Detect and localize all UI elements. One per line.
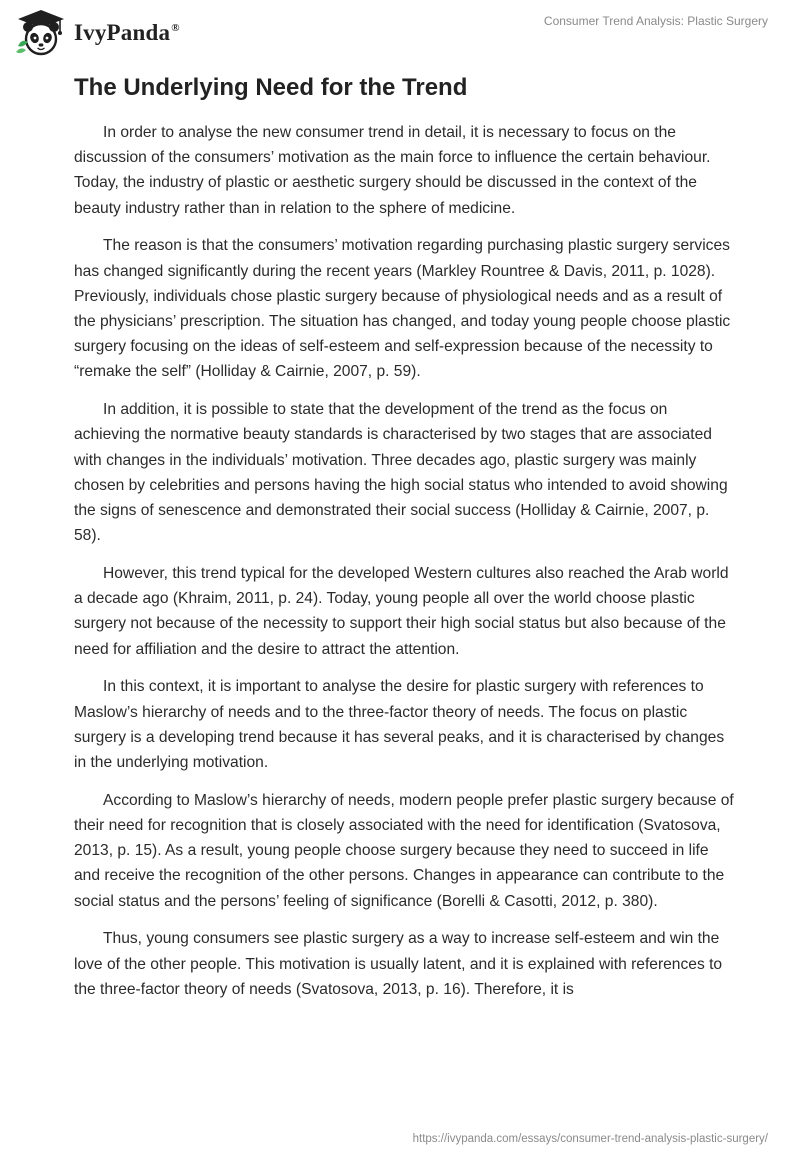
paragraph: In addition, it is possible to state that the development of the trend as the focus on achieving the normative beauty standards is characterised by two stages that are associated with changes in the individuals’ motivation. Three decades ago, plastic surgery was mainly chosen by celebrities and persons having the high social status who intended to avoid showing the signs of senescence and demonstrated their social success (Holliday & Cairnie, 2007, p. 58).: [74, 401, 728, 545]
logo-text: IvyPanda®: [74, 20, 180, 45]
page-header: [0, 0, 800, 70]
paragraph: In order to analyse the new consumer trend in detail, it is necessary to focus on the discussion of the consumers’ motivation as the main force to influence the certain behaviour. Today, the industry of plastic or aesthetic surgery should be discussed in the context of the beauty industry rather than in relation to the sphere of medicine.: [74, 124, 711, 217]
ivypanda-logo[interactable]: [14, 8, 180, 58]
paragraph: In this context, it is important to analyse the desire for plastic surgery with references to Maslow’s hierarchy of needs and to the three-factor theory of needs. The focus on plastic surgery is a developing trend because it has several peaks, and it is characterised by changes in the underlying motivation.: [74, 678, 725, 772]
essay-body: [74, 73, 734, 1015]
panda-graduate-icon: [14, 8, 68, 58]
section-heading: The Underlying Need for the Trend: [74, 74, 468, 101]
paragraph: According to Maslow’s hierarchy of needs, modern people prefer plastic surgery because of their need for recognition that is closely associated with the need for identification (Svatosova, 2013, p. 15). As a result, young people choose surgery because they need to succeed in life and receive the recognition of the other persons. Changes in appearance can contribute to the social status and the persons’ feeling of significance (Borelli & Casotti, 2012, p. 380).: [74, 791, 734, 910]
document-title: Consumer Trend Analysis: Plastic Surgery: [543, 14, 768, 28]
paragraph: Thus, young consumers see plastic surgery as a way to increase self-esteem and win the love of the other people. This motivation is usually latent, and it is explained with references to the three-factor theory of needs (Svatosova, 2013, p. 16). Therefore, it is: [74, 930, 723, 998]
paragraph: The reason is that the consumers’ motivation regarding purchasing plastic surgery services has changed significantly during the recent years (Markley Rountree & Davis, 2011, p. 1028). Previously, individuals chose plastic surgery because of physiological needs and as a result of the physicians’ prescription. The situation has changed, and today young people choose plastic surgery focusing on the ideas of self-esteem and self-expression because of the necessity to “remake the self” (Holliday & Cairnie, 2007, p. 59).: [74, 237, 731, 381]
source-url-link[interactable]: https://ivypanda.com/essays/consumer-trend-analysis-plastic-surgery/: [412, 1133, 768, 1145]
paragraph: However, this trend typical for the developed Western cultures also reached the Arab world a decade ago (Khraim, 2011, p. 24). Today, young people all over the world choose plastic surgery not because of the necessity to support their high social status but also because of the need for affiliation and the desire to attract the attention.: [74, 565, 729, 658]
